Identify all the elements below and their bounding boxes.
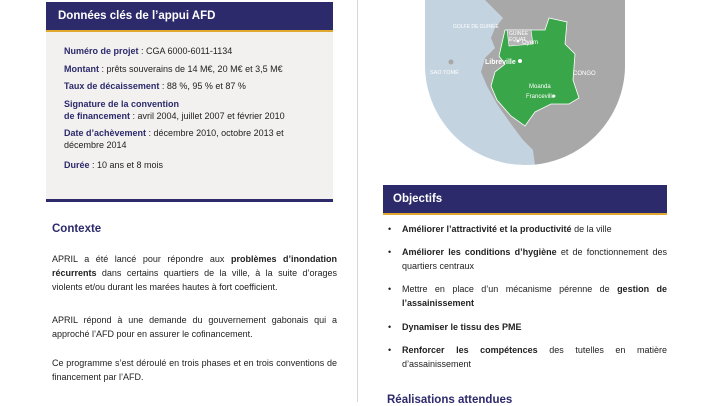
libreville-dot: [518, 59, 523, 64]
bullet-2: •: [388, 247, 392, 257]
disbursement-rate: Taux de décaissement : 88 %, 95 % et 87 %: [64, 81, 246, 91]
bullet-1: •: [388, 224, 392, 234]
objective-3: Mettre en place d’un mécanisme pérenne de gestion de l’assainissement: [402, 284, 667, 308]
context-title: Contexte: [52, 223, 102, 235]
gabon-map: [425, 0, 625, 165]
sao-tome-island: [449, 60, 454, 65]
objectives-header-accent: [383, 213, 667, 215]
column-divider: [357, 0, 358, 402]
bullet-5: •: [388, 345, 392, 355]
context-paragraph-3: Ce programme s’est déroulé en trois phases et en trois conventions de financement par l’AFD.: [52, 358, 337, 382]
objectives-header: Objectifs: [383, 185, 667, 213]
context-paragraph-2: APRIL répond à une demande du gouvernement gabonais qui a approché l’AFD pour en assurer le cofinancement.: [52, 315, 337, 339]
key-facts-header: Données clés de l’appui AFD: [46, 2, 333, 30]
objective-1: Améliorer l’attractivité et la productivité de la ville: [402, 224, 612, 234]
map-label-congo: CONGO: [573, 71, 596, 77]
expected-results-title: Réalisations attendues: [387, 394, 513, 406]
objective-5: Renforcer les compétences des tutelles en matière d’assainissement: [402, 345, 667, 369]
map-label-eq-guinea-2: ÉQUAT.: [509, 37, 527, 43]
bullet-4: •: [388, 322, 392, 332]
objective-2: Améliorer les conditions d’hygiène et de fonctionnement des quartiers centraux: [402, 247, 667, 271]
map-label-franceville: Franceville: [526, 94, 556, 100]
map-label-oyem: Oyem: [522, 40, 539, 46]
map-graphic: [425, 0, 625, 165]
completion-date: Date d’achèvement : décembre 2010, octobre 2013 et décembre 2014: [64, 128, 284, 150]
map-label-moanda: Moanda: [529, 84, 551, 90]
project-number: Numéro de projet : CGA 6000-6011-1134: [64, 46, 233, 56]
objective-4: Dynamiser le tissu des PME: [402, 322, 522, 332]
signature: Signature de la convention de financement : avril 2004, juillet 2007 et février 2010: [64, 99, 285, 121]
context-paragraph-1: APRIL a été lancé pour répondre aux problèmes d’inondation récurrents dans certains quartiers de la ville, à la suite d’orages violents et/ou durant les marées hautes à fort coefficient.: [52, 254, 337, 292]
bullet-3: •: [388, 284, 392, 294]
amount: Montant : prêts souverains de 14 M€, 20 M€ et 3,5 M€: [64, 64, 283, 74]
duration: Durée : 10 ans et 8 mois: [64, 160, 164, 170]
map-label-eq-guinea-1: GUINÉE: [509, 31, 529, 37]
map-label-bight: GOLFE DE GUINÉE: [453, 24, 499, 30]
map-label-libreville: Libreville: [485, 59, 516, 66]
map-label-sao-tome: SAO TOMÉ: [430, 70, 459, 76]
